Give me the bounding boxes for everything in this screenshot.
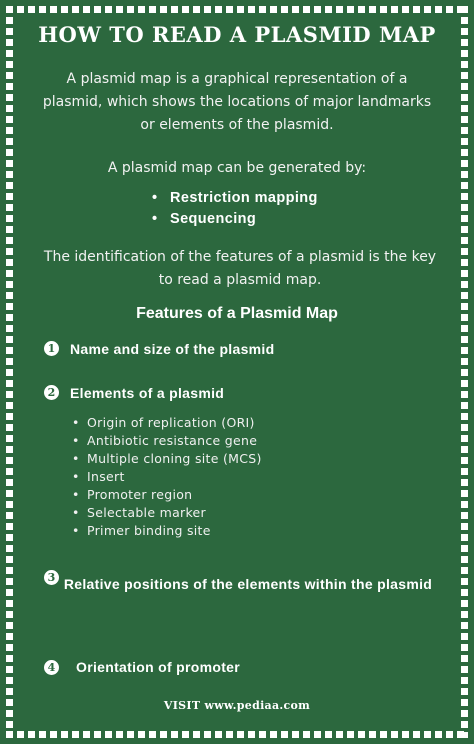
- element-label: Multiple cloning site (MCS): [87, 451, 262, 466]
- feature-elements: Elements of a plasmid: [70, 385, 225, 401]
- list-item: [72, 486, 262, 504]
- element-label: Promoter region: [87, 487, 193, 502]
- intro-paragraph: A plasmid map is a graphical representation of a plasmid, which shows the locations of major landmarks or elements of the plasmid.: [42, 71, 432, 133]
- bullet-icon: •: [152, 190, 158, 206]
- bullet-icon: •: [72, 523, 80, 538]
- list-item: [72, 468, 262, 486]
- number-3-icon: 3: [44, 570, 59, 585]
- footer-visit-link[interactable]: VISIT www.pediaa.com: [163, 699, 311, 712]
- feature-orientation: Orientation of promoter: [76, 659, 241, 675]
- element-label: Selectable marker: [87, 505, 206, 520]
- list-item: [72, 450, 262, 468]
- number-1-icon: 1: [44, 341, 59, 356]
- method-label: Restriction mapping: [170, 190, 318, 206]
- bullet-icon: •: [72, 487, 80, 502]
- generation-methods-list: [152, 188, 318, 230]
- identification-paragraph: The identification of the features of a plasmid is the key to read a plasmid map.: [43, 249, 437, 288]
- element-label: Antibiotic resistance gene: [87, 433, 258, 448]
- number-4-icon: 4: [44, 660, 59, 675]
- bullet-icon: •: [72, 505, 80, 520]
- top-dotted-border: [6, 6, 468, 13]
- element-label: Origin of replication (ORI): [87, 415, 255, 430]
- list-item: [152, 209, 318, 230]
- bullet-icon: •: [152, 211, 158, 227]
- number-2-icon: 2: [44, 385, 59, 400]
- features-heading: Features of a Plasmid Map: [136, 305, 338, 322]
- bullet-icon: •: [72, 433, 80, 448]
- element-label: Primer binding site: [87, 523, 211, 538]
- list-item: [72, 522, 262, 540]
- list-item: [72, 432, 262, 450]
- left-dotted-border: [6, 6, 13, 738]
- bullet-icon: •: [72, 451, 80, 466]
- feature-relative-positions: Relative positions of the elements within the plasmid: [63, 576, 433, 592]
- bottom-dotted-border: [6, 731, 468, 738]
- list-item: [152, 188, 318, 209]
- list-item: [72, 414, 262, 432]
- page-title: HOW TO READ A PLASMID MAP: [38, 22, 436, 47]
- method-label: Sequencing: [170, 211, 257, 227]
- bullet-icon: •: [72, 415, 80, 430]
- feature-name-size: Name and size of the plasmid: [70, 341, 275, 357]
- element-label: Insert: [87, 469, 125, 484]
- generated-by-text: A plasmid map can be generated by:: [107, 160, 367, 176]
- list-item: [72, 504, 262, 522]
- bullet-icon: •: [72, 469, 80, 484]
- plasmid-elements-list: [72, 414, 262, 540]
- right-dotted-border: [461, 6, 468, 738]
